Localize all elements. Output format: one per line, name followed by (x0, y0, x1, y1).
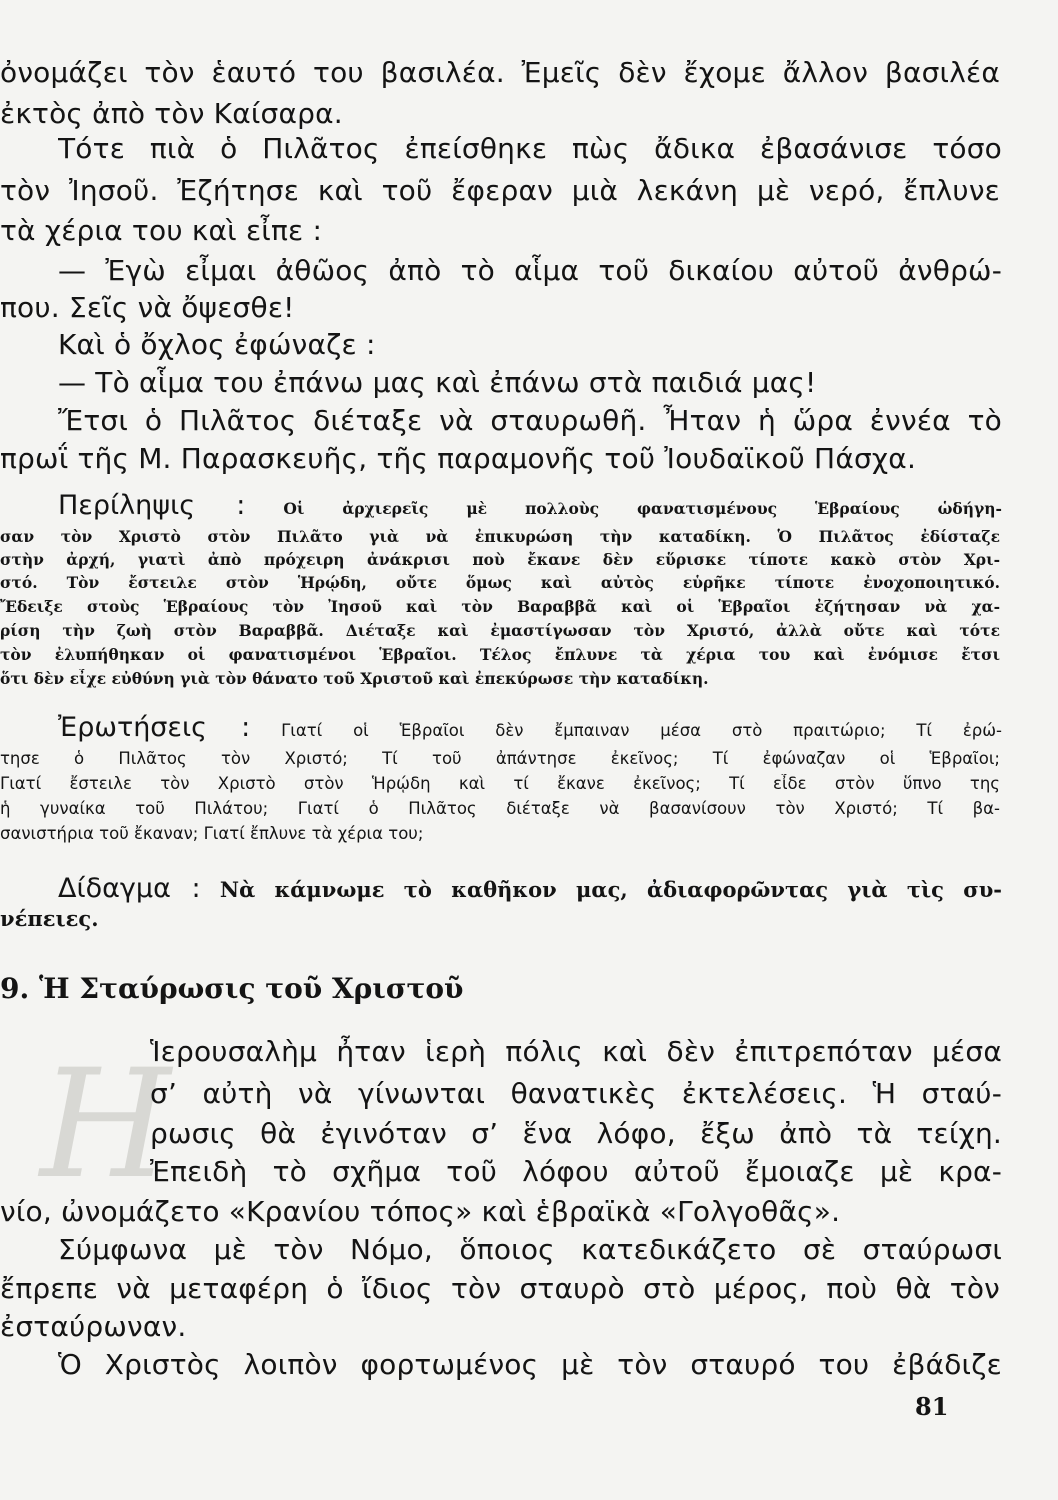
paragraph-line: τὸν Ἰησοῦ. Ἐζήτησε καὶ τοῦ ἔφεραν μιὰ λεκάνη μὲ νερό, ἔπλυνε (0, 174, 1000, 207)
dropcap-letter: Η (40, 1038, 171, 1212)
questions-heading: Ἐρωτήσεις : (58, 712, 251, 743)
paragraph-line: πρωΐ τῆς Μ. Παρασκευῆς, τῆς παραμονῆς τοῦ Ἰουδαϊκοῦ Πάσχα. (0, 442, 917, 475)
paragraph-line: Καὶ ὁ ὄχλος ἐφώναζε : (58, 328, 376, 361)
speech-line: που. Σεῖς νὰ ὄψεσθε! (0, 291, 295, 324)
summary-line: σαν τὸν Χριστὸ στὸν Πιλᾶτο γιὰ νὰ ἐπικυρώση τὴν καταδίκη. Ὁ Πιλᾶτος ἐδίσταζε (0, 527, 1000, 546)
section-line: ἐσταύρωναν. (0, 1310, 187, 1343)
section-line: Ἐπειδὴ τὸ σχῆμα τοῦ λόφου αὐτοῦ ἔμοιαζε μὲ κρα- (150, 1155, 1002, 1188)
section-line: Ὁ Χριστὸς λοιπὸν φορτωμένος μὲ τὸν σταυρό του ἐβάδιζε (58, 1348, 1002, 1381)
lesson-heading: Δίδαγμα : (58, 873, 201, 904)
speech-line: — Τὸ αἷμα του ἐπάνω μας καὶ ἐπάνω στὰ παιδιά μας! (58, 366, 817, 399)
summary-text: Οἱ ἀρχιερεῖς μὲ πολλοὺς φανατισμένους Ἑβραίους ὡδήγη- (283, 499, 1002, 518)
speech-line: — Ἐγὼ εἶμαι ἀθῶος ἀπὸ τὸ αἷμα τοῦ δικαίου αὐτοῦ ἀνθρώ- (58, 254, 1002, 287)
lesson-text: Νὰ κάμνωμε τὸ καθῆκον μας, ἀδιαφορῶντας γιὰ τὶς συ- (219, 877, 1002, 902)
questions-text: Γιατί οἱ Ἑβραῖοι δὲν ἔμπαιναν μέσα στὸ πραιτώριο; Τί ἐρώ- (281, 721, 1002, 740)
summary-line: στὴν ἀρχή, γιατὶ ἀπὸ πρόχειρη ἀνάκρισι ποὺ ἔκανε δὲν εὕρισκε τίποτε κακὸ στὸν Χρι- (0, 550, 1000, 569)
questions-line: σανιστήρια τοῦ ἔκαναν; Γιατί ἔπλυνε τὰ χέρια του; (0, 824, 424, 843)
summary-line: τὸν ἐλυπήθηκαν οἱ φανατισμένοι Ἑβραῖοι. Τέλος ἔπλυνε τὰ χέρια του καὶ ἐνόμισε ἔτσι (0, 645, 1000, 664)
paragraph-line: ἐκτὸς ἀπὸ τὸν Καίσαρα. (0, 97, 343, 130)
lesson-first-line (58, 873, 1002, 904)
summary-line: στό. Τὸν ἔστειλε στὸν Ἡρῴδη, οὔτε ὅμως καὶ αὐτὸς εὑρῆκε τίποτε ἐνοχοποιητικό. (0, 573, 1000, 592)
summary-first-line (58, 490, 1002, 521)
summary-line: ὅτι δὲν εἶχε εὐθύνη γιὰ τὸν θάνατο τοῦ Χριστοῦ καὶ ἐπεκύρωσε τὴν καταδίκη. (0, 669, 709, 688)
section-line: ρωσις θὰ ἐγινόταν σ’ ἕνα λόφο, ἔξω ἀπὸ τὰ τείχη. (150, 1117, 1002, 1150)
summary-line: ρίση τὴν ζωὴ στὸν Βαραββᾶ. Διέταξε καὶ ἐμαστίγωσαν τὸν Χριστό, ἀλλὰ οὔτε καὶ τότε (0, 621, 1000, 640)
paragraph-line: Ἔτσι ὁ Πιλᾶτος διέταξε νὰ σταυρωθῆ. Ἦταν ἡ ὥρα ἐννέα τὸ (58, 404, 1002, 437)
questions-line: Γιατί ἔστειλε τὸν Χριστὸ στὸν Ἡρῴδη καὶ τί ἔκανε ἐκεῖνος; Τί εἶδε στὸν ὕπνο της (0, 774, 1000, 793)
paragraph-line: ὀνομάζει τὸν ἑαυτό του βασιλέα. Ἐμεῖς δὲν ἔχομε ἄλλον βασιλέα (0, 56, 1000, 89)
page-number: 81 (915, 1392, 949, 1421)
paragraph-line: Τότε πιὰ ὁ Πιλᾶτος ἐπείσθηκε πὼς ἄδικα ἐβασάνισε τόσο (58, 132, 1002, 165)
questions-line: ἡ γυναίκα τοῦ Πιλάτου; Γιατί ὁ Πιλᾶτος διέταξε νὰ βασανίσουν τὸν Χριστό; Τί βα- (0, 799, 1000, 818)
section-line: Σύμφωνα μὲ τὸν Νόμο, ὅποιος κατεδικάζετο σὲ σταύρωσι (58, 1233, 1002, 1266)
section-line: σ’ αὐτὴ νὰ γίνωνται θανατικὲς ἐκτελέσεις. Ἡ σταύ- (150, 1077, 1002, 1110)
section-line: Ἱερουσαλὴμ ἦταν ἱερὴ πόλις καὶ δὲν ἐπιτρεπόταν μέσα (150, 1035, 1002, 1068)
questions-line: τησε ὁ Πιλᾶτος τὸν Χριστό; Τί τοῦ ἀπάντησε ἐκεῖνος; Τί ἐφώναζαν οἱ Ἑβραῖοι; (0, 749, 1000, 768)
lesson-line: νέπειες. (0, 906, 99, 931)
summary-line: Ἔδειξε στοὺς Ἑβραίους τὸν Ἰησοῦ καὶ τὸν Βαραββᾶ καὶ οἱ Ἑβραῖοι ἐζήτησαν νὰ χα- (0, 597, 1000, 616)
section-line: νίο, ὠνομάζετο «Κρανίου τόπος» καὶ ἑβραϊκὰ «Γολγοθᾶς». (0, 1195, 841, 1228)
summary-heading: Περίληψις : (58, 490, 246, 521)
section-title: 9. Ἡ Σταύρωσις τοῦ Χριστοῦ (0, 972, 464, 1005)
section-line: ἔπρεπε νὰ μεταφέρη ὁ ἴδιος τὸν σταυρὸ στὸ μέρος, ποὺ θὰ τὸν (0, 1272, 1000, 1305)
paragraph-line: τὰ χέρια του καὶ εἶπε : (0, 214, 323, 247)
questions-first-line (58, 712, 1002, 743)
